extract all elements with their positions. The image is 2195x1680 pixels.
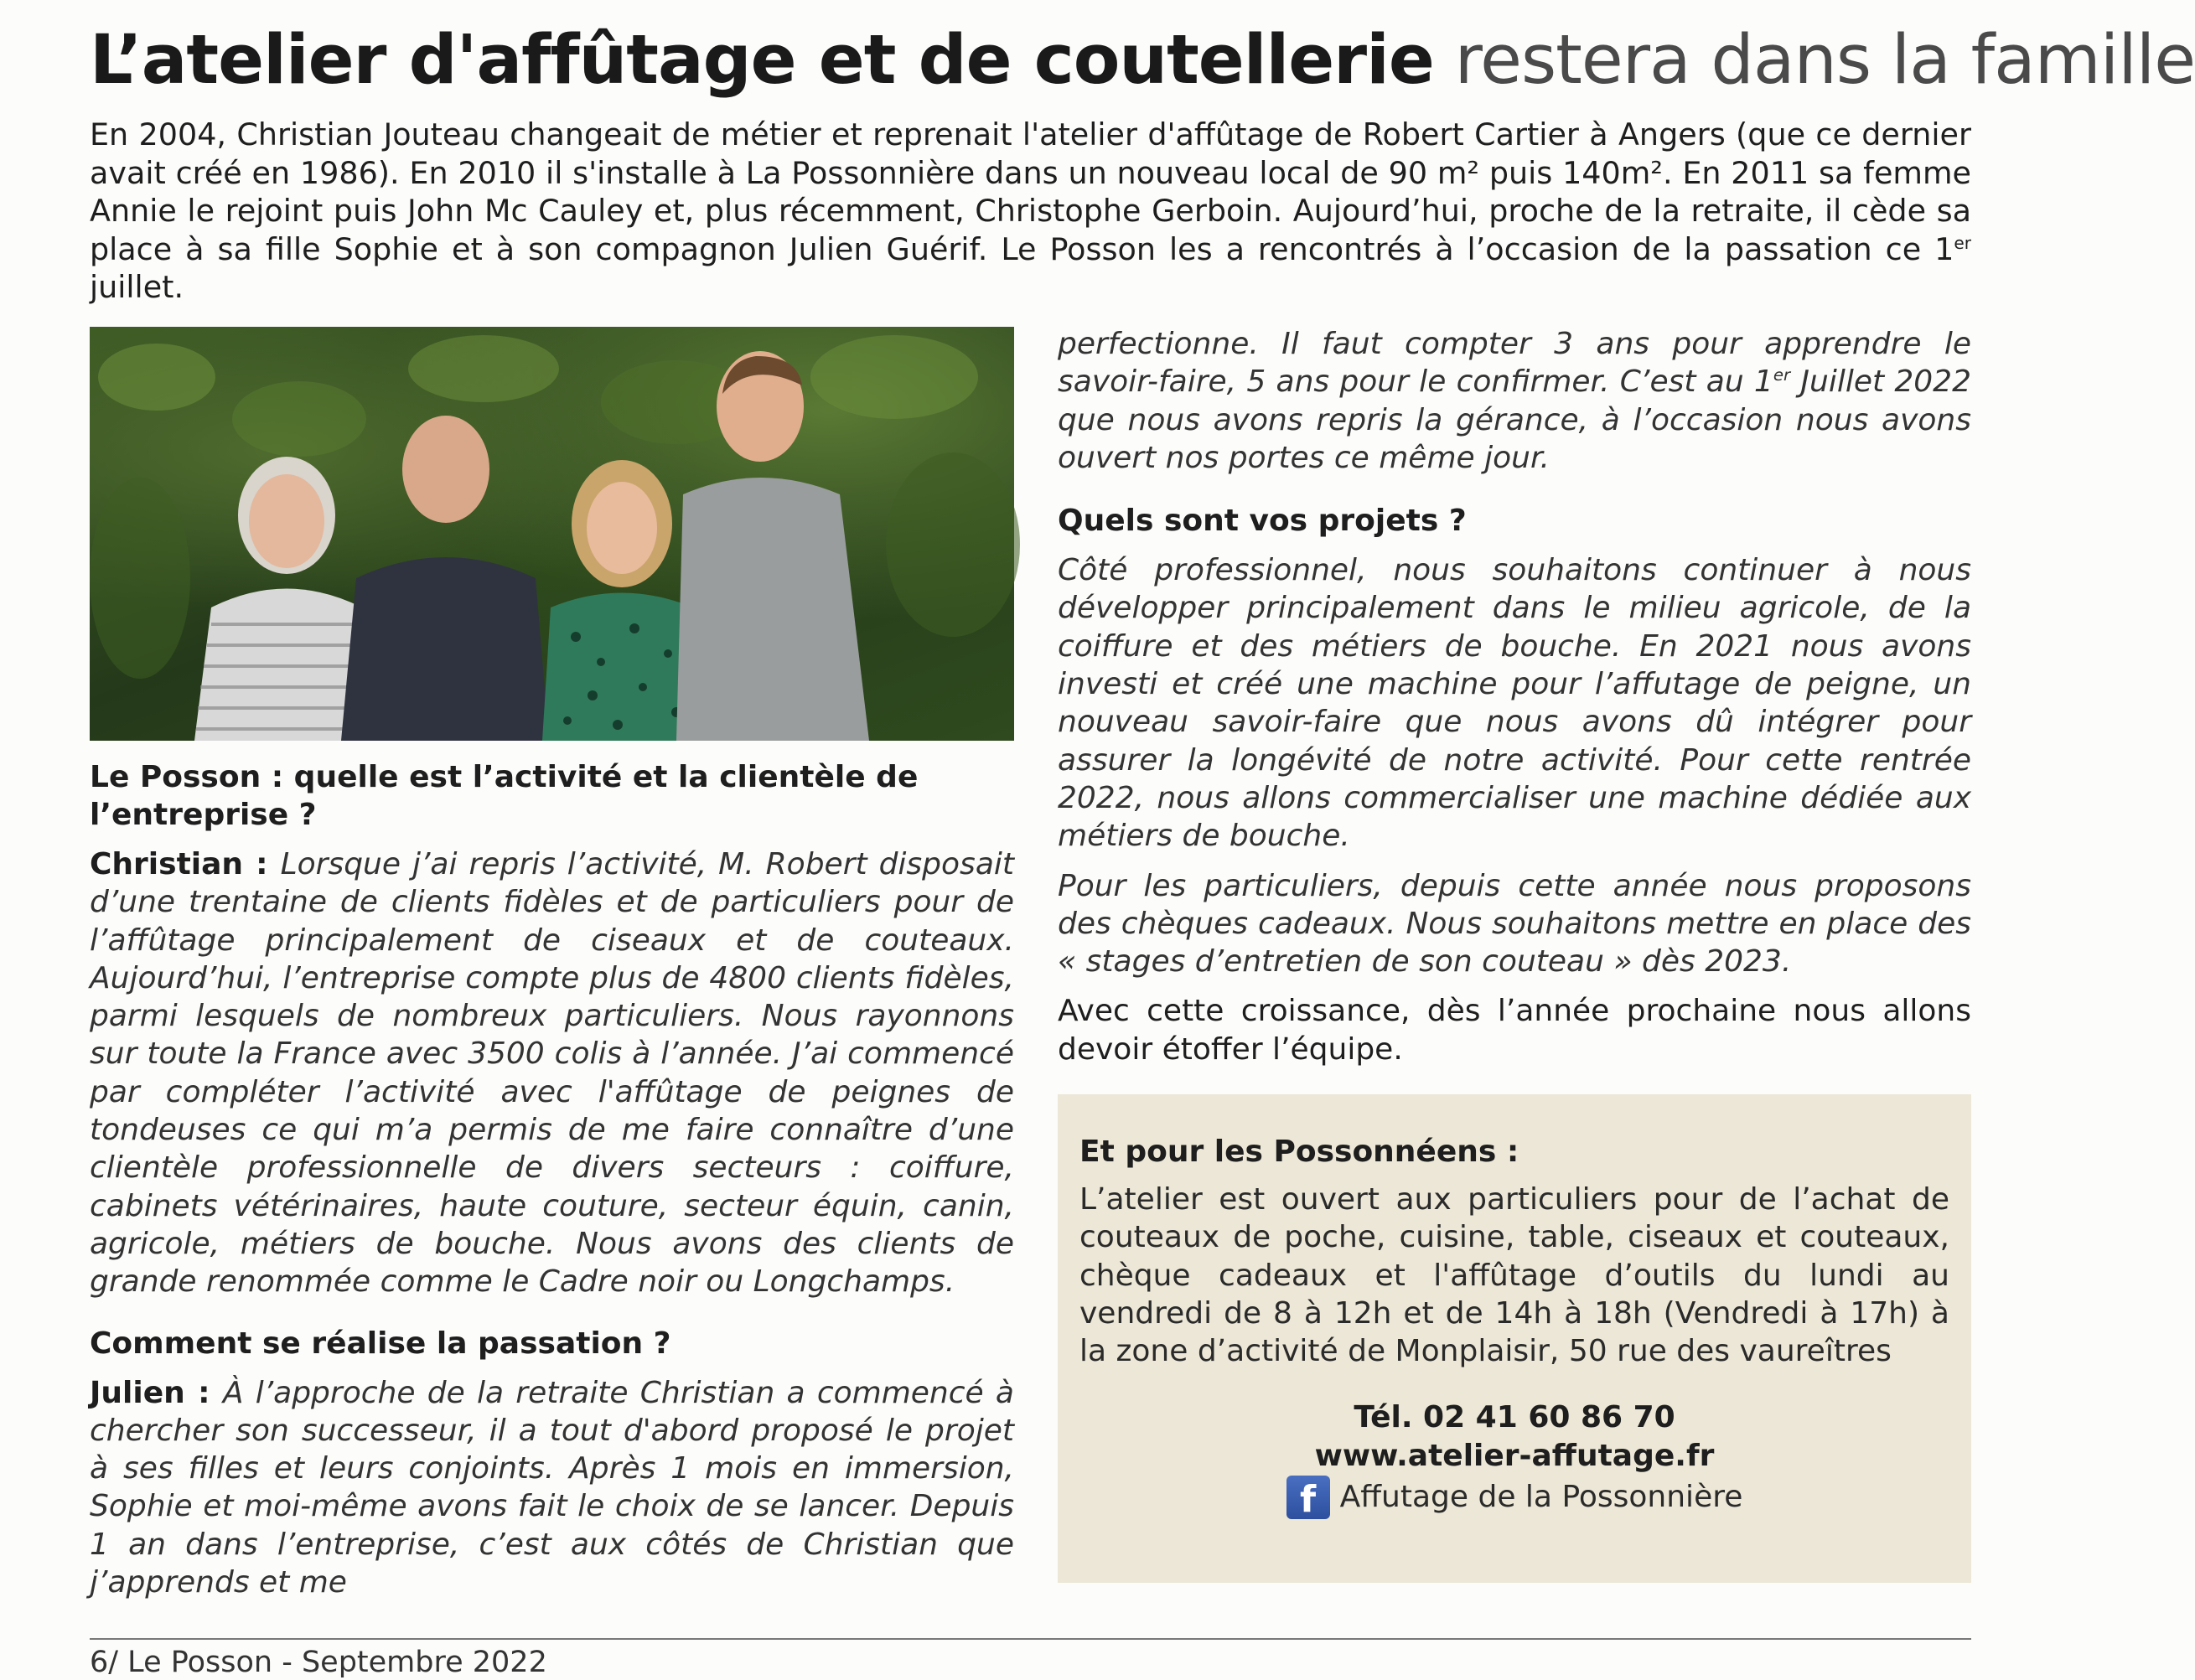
facebook-label: Affutage de la Possonnière — [1339, 1480, 1743, 1515]
answer-julien-continued — [1058, 325, 1971, 477]
group-photo-illustration — [90, 327, 1014, 741]
answer-julien — [90, 1374, 1014, 1602]
speaker-julien: Julien : — [90, 1375, 223, 1410]
contact-block — [1079, 1398, 1949, 1522]
info-text: L’atelier est ouvert aux particuliers pour de l’achat de couteaux de poche, cuisine, table, ciseaux et couteaux, chèque cadeaux et l'affûtage d’outils du lundi au vendredi de 8 à 12h et de 14h à 18h (Vendredi à 17h) à la zone d’activité de Monplaisir, 50 rue des vaureîtres — [1079, 1182, 1949, 1369]
title-bold: L’atelier d'affûtage et de coutellerie — [90, 21, 1434, 100]
facebook-icon: f — [1286, 1476, 1330, 1519]
article-title — [90, 18, 2195, 102]
answer-christian-text: Lorsque j’ai repris l’activité, M. Robert disposait d’une trentaine de clients fidèles et de particuliers pour de l’affûtage principalement de ciseaux et de couteaux. Aujourd’hui, l’entreprise compte plus de 4800 clients fidèles, parmi lesquels de nombreux particuliers. Nous rayonnons sur toute la France avec 3500 colis à l’année. J’ai commencé par compléter l’activité avec l'affûtage de peignes de tondeuses ce qui m’a permis de me faire connaître d’une clientèle professionnelle de divers secteurs : coiffure, cabinets vétérinaires, haute couture, secteur équin, canin, agricole, métiers de bouche. Nous avons des clients de grande renommée comme le Cadre noir ou Longchamps. — [90, 847, 1014, 1300]
left-column — [90, 758, 1014, 1613]
intro-end: juillet. — [90, 269, 184, 305]
info-box — [1058, 1094, 1971, 1583]
intro-sup: er — [1954, 232, 1971, 253]
question-passation: Comment se réalise la passation ? — [90, 1326, 671, 1361]
intro-main: En 2004, Christian Jouteau changeait de métier et reprenait l'atelier d'affûtage de Robert Cartier à Angers (que ce dernier avait créé en 1986). En 2010 il s'installe à La Possonnière dans un nouveau local de 90 m² puis 140m². En 2011 sa femme Annie le rejoint puis John Mc Cauley et, plus récemment, Christophe Gerboin. Aujourd’hui, proche de la retraite, il cède sa place à sa fille Sophie et à son compagnon Julien Guérif. Le Posson les a rencontrés à l’occasion de la passation ce 1 — [90, 116, 1971, 267]
projects-professional: Côté professionnel, nous souhaitons continuer à nous développer principalement dans le milieu agricole, de la coiffure et des métiers de bouche. En 2021 nous avons investi et créé une machine pour l’affutage de peigne, un nouveau savoir-faire que nous avons dû intégrer pour assurer la longévité de notre activité. Pour cette rentrée 2022, nous allons commercialiser une machine dédiée aux métiers de bouche. — [1058, 553, 1971, 854]
phone: Tél. 02 41 60 86 70 — [1354, 1400, 1675, 1435]
speaker-christian: Christian : — [90, 847, 281, 881]
article-intro — [90, 116, 1971, 307]
facebook-link[interactable] — [1286, 1476, 1743, 1522]
footer-divider — [90, 1638, 1971, 1640]
website-link[interactable]: www.atelier-affutage.fr — [1314, 1439, 1715, 1474]
cont-sup: er — [1773, 365, 1791, 385]
cont-a: perfectionne. Il faut compter 3 ans pour apprendre le savoir-faire, 5 ans pour le confirmer. C’est au 1 — [1058, 327, 1971, 400]
title-light: restera dans la famille — [1454, 21, 2195, 100]
cont-b: Juillet 2022 que nous avons repris la gérance, à l’occasion nous avons ouvert nos portes ce même jour. — [1058, 364, 1971, 475]
projects-individuals: Pour les particuliers, depuis cette année nous proposons des chèques cadeaux. Nous souhaitons mettre en place des « stages d’entretien de son couteau » dès 2023. — [1058, 868, 1971, 980]
right-column — [1058, 325, 1971, 1080]
question-activity: Le Posson : quelle est l’activité et la clientèle de l’entreprise ? — [90, 760, 919, 832]
group-photo — [90, 327, 1014, 741]
answer-christian — [90, 845, 1014, 1301]
question-projects: Quels sont vos projets ? — [1058, 504, 1467, 539]
projects-growth: Avec cette croissance, dès l’année prochaine nous allons devoir étoffer l’équipe. — [1058, 994, 1971, 1067]
page-footer: 6/ Le Posson - Septembre 2022 — [90, 1646, 547, 1679]
info-heading: Et pour les Possonnéens : — [1079, 1135, 1519, 1169]
answer-julien-text: À l’approche de la retraite Christian a commencé à chercher son successeur, il a tout d'abord proposé le projet à ses filles et leurs conjoints. Après 1 mois en immersion, Sophie et moi-même avons fait le choix de se lancer. Depuis 1 an dans l’entreprise, c’est aux côtés de Christian que j’apprends et me — [90, 1375, 1014, 1600]
